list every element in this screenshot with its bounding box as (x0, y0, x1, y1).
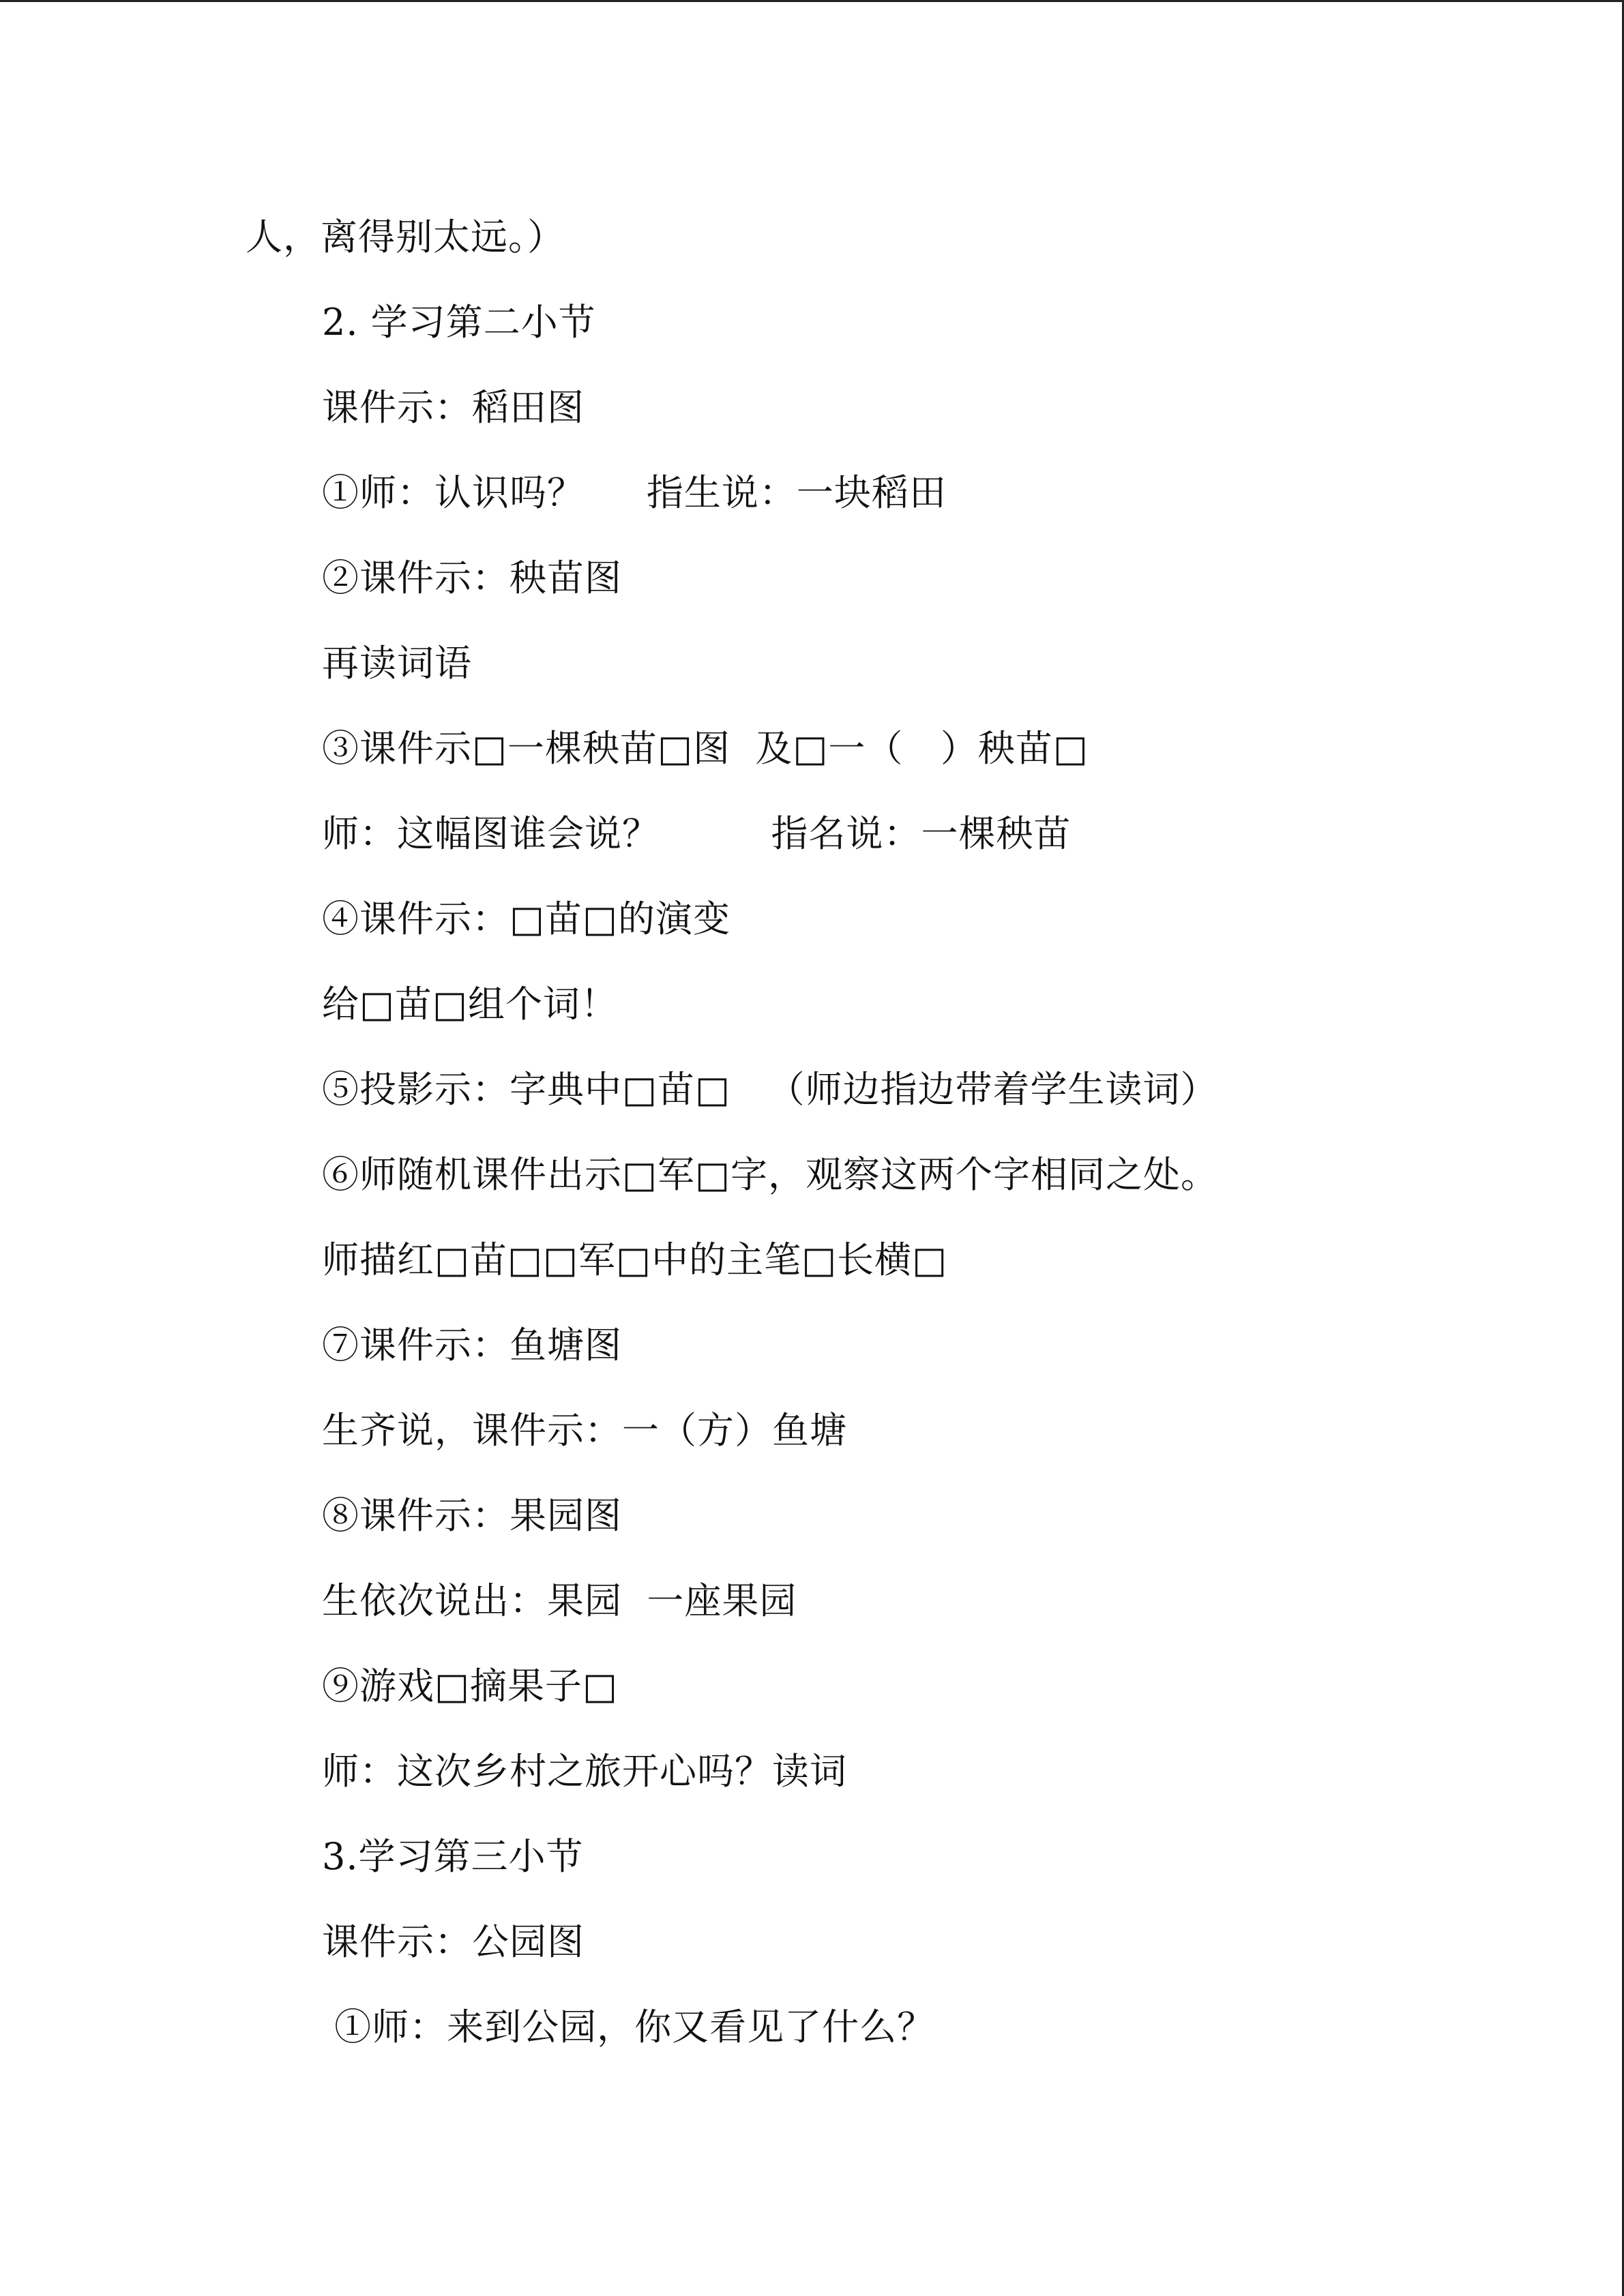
section-heading-3: 3.学习第三小节 (322, 1835, 584, 1878)
text-line: ⑦课件示：鱼塘图 (322, 1324, 622, 1367)
text-line: 给□苗□组个词！ (322, 983, 619, 1026)
text-line: ①师：来到公园，你又看见了什么？ (322, 2006, 935, 2048)
text-line: 师：这次乡村之旅开心吗？读词 (322, 1750, 847, 1793)
top-border-line (0, 0, 1624, 2)
text-line: ⑧课件示：果园图 (322, 1494, 622, 1537)
text-line: 生依次说出：果园 一座果园 (322, 1579, 797, 1622)
text-line: ⑨游戏□摘果子□ (322, 1665, 619, 1708)
text-line: 课件示：稻田图 (322, 386, 585, 429)
text-line: ⑥师随机课件出示□军□字，观察这两个字相同之处。 (322, 1153, 1219, 1196)
text-line: ①师：认识吗？ 指生说：一块稻田 (322, 471, 947, 514)
text-line: 课件示：公园图 (322, 1920, 585, 1963)
text-line: 师描红□苗□□军□中的主笔□长横□ (322, 1238, 948, 1281)
text-line: ④课件示：□苗□的演变 (322, 897, 731, 940)
section-heading-2: 2. 学习第二小节 (322, 301, 596, 344)
text-line: ③课件示□一棵秧苗□图 及□一（ ）秧苗□ (322, 727, 1089, 770)
text-line: 生齐说，课件示：一（方）鱼塘 (322, 1409, 847, 1452)
text-line: 师：这幅图谁会说？ 指名说：一棵秧苗 (322, 812, 1072, 855)
text-line-continuation: 人，离得别太远。） (246, 215, 565, 258)
text-line: ②课件示：秧苗图 (322, 556, 622, 599)
text-line: ⑤投影示：字典中□苗□ （师边指边带着学生读词） (322, 1068, 1218, 1111)
text-line: 再读词语 (322, 642, 472, 685)
